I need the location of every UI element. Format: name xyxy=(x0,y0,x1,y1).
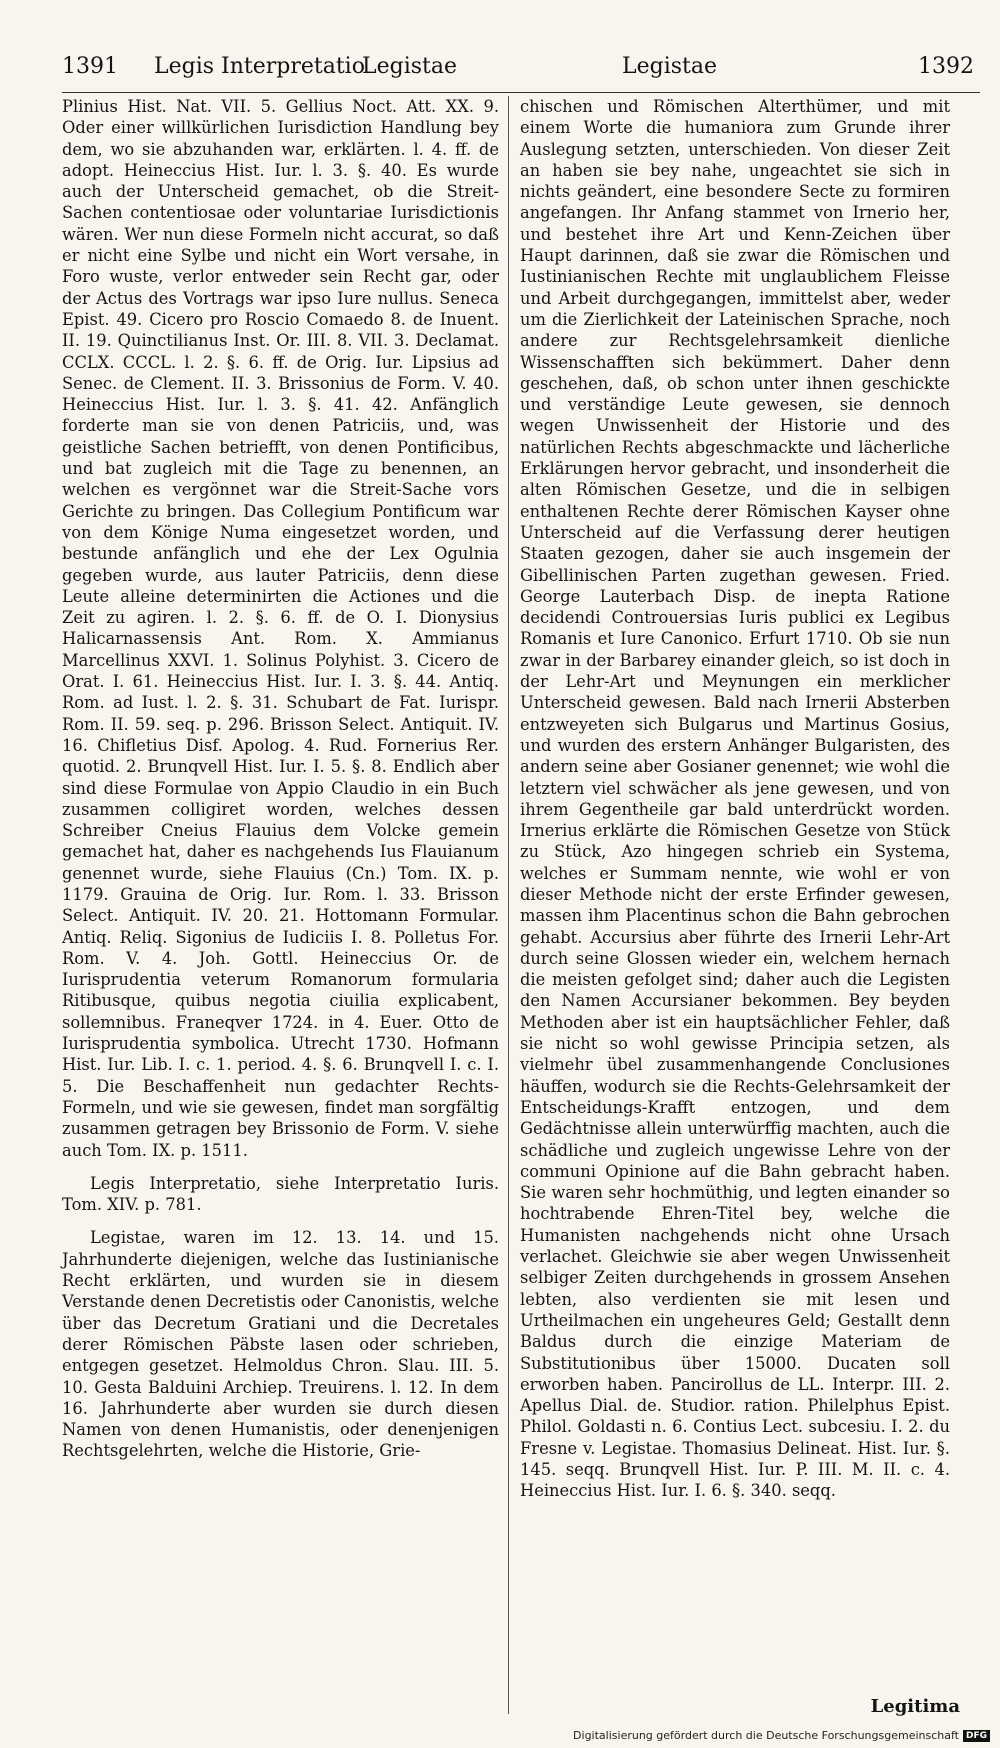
entry-legis-interpretatio: Legis Interpretatio, siehe Interpretatio Iuris. Tom. XIV. p. 781. xyxy=(62,1173,499,1215)
left-column xyxy=(62,96,499,1462)
digitization-credit xyxy=(573,1729,990,1742)
header-title-center: Legistae xyxy=(362,54,458,79)
paragraph-continuation: Plinius Hist. Nat. VII. 5. Gellius Noct. Att. XX. 9. Oder einer willkürlichen Iurisdiction Handlung bey dem, wo sie abzuhanden war, erklärten. l. 4. ff. de adopt. Heineccius Hist. Iur. l. 3. §. 40. Es wurde auch der Unterscheid gemachet, ob die Streit-Sachen contentiosae oder voluntariae Iurisdictionis wären. Wer nun diese Formeln nicht accurat, so daß er nicht eine Sylbe und nicht ein Wort versahe, in Foro wuste, verlor entweder sein Recht gar, oder der Actus des Vortrags war ipso Iure nullus. Seneca Epist. 49. Cicero pro Roscio Comaedo 8. de Inuent. II. 19. Quinctilianus Inst. Or. III. 8. VII. 3. Declamat. CCLX. CCCL. l. 2. §. 6. ff. de Orig. Iur. Lipsius ad Senec. de Clement. II. 3. Brissonius de Form. V. 40. Heineccius Hist. Iur. l. 3. §. 41. 42. Anfänglich forderte man sie von denen Patriciis, und, was geistliche Sachen betriefft, von denen Pontificibus, und bat zugleich mit die Tage zu benennen, an welchen es vergönnet war die Streit-Sache vors Gerichte zu bringen. Das Collegium Pontificum war von dem Könige Numa eingesetzet worden, und bestunde anfänglich und ehe der Lex Ogulnia gegeben wurde, aus lauter Patriciis, denn diese Leute alleine determinirten die Actiones und die Zeit zu agiren. l. 2. §. 6. ff. de O. I. Dionysius Halicarnassensis Ant. Rom. X. Ammianus Marcellinus XXVI. 1. Solinus Polyhist. 3. Cicero de Orat. I. 61. Heineccius Hist. Iur. I. 3. §. 44. Antiq. Rom. ad Iust. l. 2. §. 31. Schubart de Fat. Iurispr. Rom. II. 59. seq. p. 296. Brisson Select. Antiquit. IV. 16. Chifletius Disf. Apolog. 4. Rud. Fornerius Rer. quotid. 2. Brunqvell Hist. Iur. I. 5. §. 8. Endlich aber sind diese Formulae von Appio Claudio in ein Buch zusammen colligiret worden, welches dessen Schreiber Cneius Flauius dem Volcke gemein gemachet hat, daher es nachgehends Ius Flauianum genennet wurde, siehe Flauius (Cn.) Tom. IX. p. 1179. Grauina de Orig. Iur. Rom. l. 33. Brisson Select. Antiquit. IV. 20. 21. Hottomann Formular. Antiq. Reliq. Sigonius de Iudiciis I. 8. Polletus For. Rom. V. 4. Joh. Gottl. Heineccius Or. de Iurisprudentia veterum Romanorum formularia Ritibusque, quibus negotia ciuilia explicabent, sollemnibus. Franeqver 1724. in 4. Euer. Otto de Iurisprudentia symbolica. Utrecht 1730. Hofmann Hist. Iur. Lib. I. c. 1. period. 4. §. 6. Brunqvell I. c. I. 5. Die Beschaffenheit nun gedachter Rechts-Formeln, und wie sie gewesen, findet man sorgfältig zusammen getragen bey Brissonio de Form. V. siehe auch Tom. IX. p. 1511. xyxy=(62,97,499,1160)
header-title-right: Legistae xyxy=(622,54,718,79)
column-divider xyxy=(508,96,509,1714)
entry-legistae: Legistae, waren im 12. 13. 14. und 15. Jahrhunderte diejenigen, welche das Iustinianische Recht erklärten, und wurden sie in diesem Verstande denen Decretistis oder Canonistis, welche über das Decretum Gratiani und die Decretales derer Römischen Päbste lasen oder schrieben, entgegen gesetzet. Helmoldus Chron. Slau. III. 5. 10. Gesta Balduini Archiep. Treuirens. l. 12. In dem 16. Jahrhunderte aber wurden sie durch diesen Namen von denen Humanistis, oder denenjenigen Rechtsgelehrten, welche die Historie, Grie- xyxy=(62,1228,499,1461)
header-rule xyxy=(62,92,980,93)
catchword: Legitima xyxy=(870,1696,960,1717)
paragraph-legistae-continued: chischen und Römischen Alterthümer, und mit einem Worte die humaniora zum Grunde ihrer Auslegung setzten, unterschieden. Von dieser Zeit an haben sie bey nahe, ungeachtet sie sich in nichts geändert, eine besondere Secte zu formiren angefangen. Ihr Anfang stammet von Irnerio her, und bestehet ihre Art und Kenn-Zeichen über Haupt darinnen, daß sie zwar die Römischen und Iustinianischen Rechte mit unglaublichem Fleisse und Arbeit durchgegangen, immittelst aber, weder um die Zierlichkeit der Lateinischen Sprache, noch andere zur Rechtsgelehrsamkeit dienliche Wissenschafften sich bekümmert. Daher denn geschehen, daß, ob schon unter ihnen geschickte und verständige Leute gewesen, sie dennoch wegen Unwissenheit der Historie und des natürlichen Rechts abgeschmackte und lächerliche Erklärungen hervor gebracht, und insonderheit die alten Römischen Gesetze, und die in selbigen enthaltenen Rechte derer Römischen Kayser ohne Unterscheid auf die Verfassung derer heutigen Staaten gezogen, daher sie auch insgemein der Gibellinischen Parten zugethan gewesen. Fried. George Lauterbach Disp. de inepta Ratione decidendi Controuersias Iuris publici ex Legibus Romanis et Iure Canonico. Erfurt 1710. Ob sie nun zwar in der Barbarey einander gleich, so ist doch in der Lehr-Art und Meynungen ein merklicher Unterscheid gewesen. Bald nach Irnerii Absterben entzweyeten sich Bulgarus und Martinus Gosius, und wurden des erstern Anhänger Bulgaristen, des andern seine aber Gosianer genennet; wie wohl die letztern viel schwächer als jene gewesen, und von ihrem Gegentheile gar bald unterdrückt worden. Irnerius erklärte die Römischen Gesetze von Stück zu Stück, Azo hingegen schrieb ein Systema, welches er Summam nennte, wie wohl er von dieser Methode nicht der erste Erfinder gewesen, massen ihm Placentinus schon die Bahn gebrochen gehabt. Accursius aber führte des Irnerii Lehr-Art durch seine Glossen wieder ein, welchem hernach die meisten gefolget sind; daher auch die Legisten den Namen Accursianer bekommen. Bey beyden Methoden aber ist ein hauptsächlicher Fehler, daß sie nicht so wohl gewisse Principia setzen, als vielmehr übel zusammenhangende Conclusiones häuffen, wodurch sie die Rechts-Gelehrsamkeit der Entscheidungs-Krafft entzogen, und dem Gedächtnisse allein unterwürffig machten, auch die schädliche und zugleich ungewisse Lehre von der communi Opinione auf die Bahn gebracht haben. Sie waren sehr hochmüthig, und legten einander so hochtrabende Ehren-Titel bey, welche die Humanisten nachgehends nicht ohne Ursach verlachet. Gleichwie sie aber wegen Unwissenheit selbiger Zeiten durchgehends in grossem Ansehen lebten, also verdienten sie mit lesen und Urtheilmachen ein ungeheures Geld; Gestallt denn Baldus durch die einzige Materiam de Substitutionibus über 15000. Ducaten soll erworben haben. Pancirollus de LL. Interpr. III. 2. Apellus Dial. de. Studior. ration. Philelphus Epist. Philol. Goldasti n. 6. Contius Lect. subcesiu. I. 2. du Fresne v. Legistae. Thomasius Delineat. Hist. Iur. §. 145. seqq. Brunqvell Hist. Iur. P. III. M. II. c. 4. Heineccius Hist. Iur. I. 6. §. 340. seqq. xyxy=(520,97,950,1501)
header-title-left: Legis Interpretatio xyxy=(154,54,365,79)
dfg-logo: DFG xyxy=(963,1730,990,1742)
page-number-left: 1391 xyxy=(62,54,118,79)
running-header xyxy=(62,54,982,90)
right-column xyxy=(520,96,950,1502)
page-number-right: 1392 xyxy=(918,54,974,79)
credit-text: Digitalisierung gefördert durch die Deutsche Forschungsgemeinschaft xyxy=(573,1729,959,1742)
